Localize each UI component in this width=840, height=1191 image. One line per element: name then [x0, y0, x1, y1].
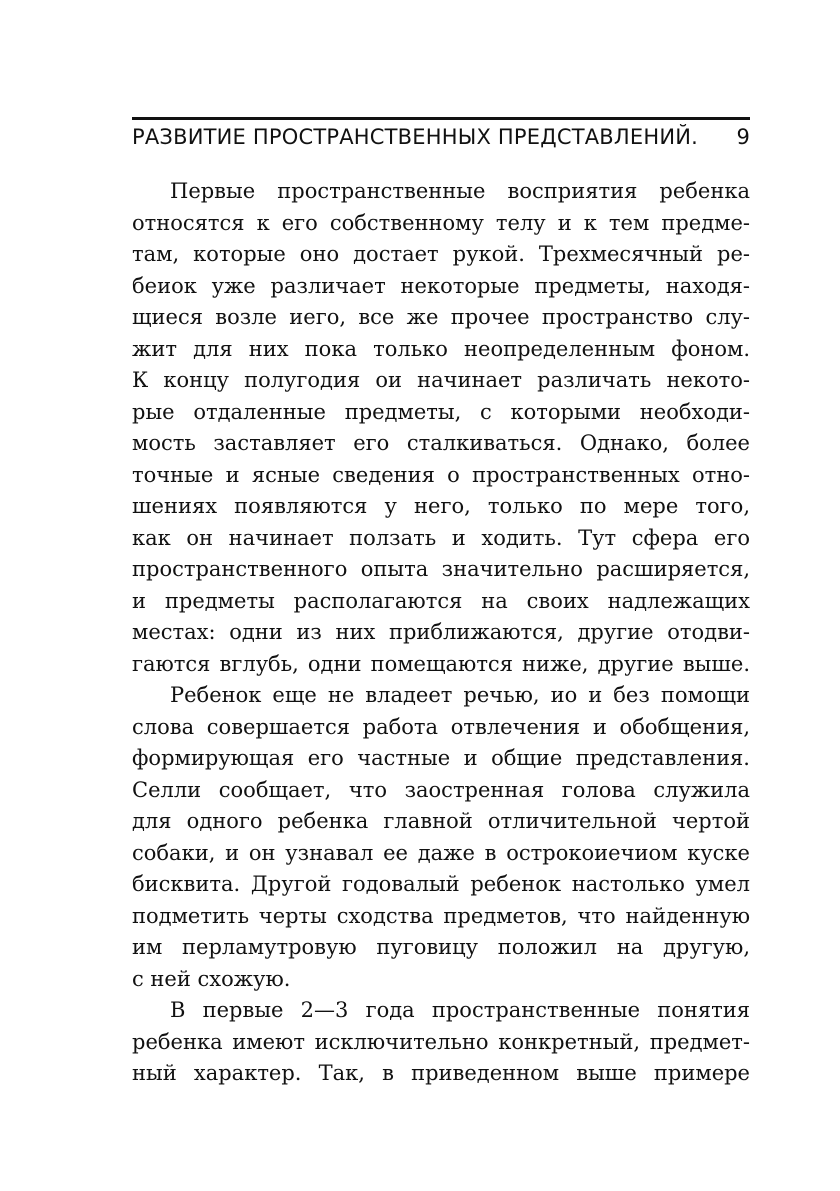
text-line: мость заставляет его сталкиваться. Однако, более — [132, 431, 750, 455]
text-line: пространственного опыта значительно расширяется, — [132, 557, 750, 581]
text-line: подметить черты сходства предметов, что найденную — [132, 903, 750, 928]
text-line: беиок уже различает некоторые предметы, находя- — [132, 273, 750, 298]
text-line: В первые 2—3 года пространственные понятия — [170, 998, 750, 1022]
paragraph-3 — [132, 995, 750, 1090]
text-line: гаются вглубь, одни помещаются ниже, другие выше. — [132, 651, 750, 676]
text-line: слова совершается работа отвлечения и обобщения, — [132, 714, 750, 739]
text-line: Первые пространственные восприятия ребенка — [170, 179, 750, 203]
page-header — [132, 121, 750, 153]
text-line: рые отдаленные предметы, с которыми необходи- — [132, 399, 750, 424]
text-line: Селли сообщает, что заостренная голова служила — [132, 777, 750, 802]
text-line: К концу полугодия ои начинает различать некото- — [132, 368, 750, 392]
text-line: бисквита. Другой годовалый ребенок настолько умел — [132, 872, 750, 896]
header-rule — [132, 117, 750, 120]
paragraph-1 — [132, 176, 750, 680]
text-line: щиеся возле иего, все же прочее пространство слу- — [132, 305, 750, 329]
text-line: для одного ребенка главной отличительной чертой — [132, 809, 750, 833]
text-line: ный характер. Так, в приведенном выше примере — [132, 1061, 750, 1085]
text-line: местах: одни из них приближаются, другие отодви- — [132, 620, 750, 644]
text-line: как он начинает ползать и ходить. Тут сфера его — [132, 525, 750, 550]
text-line: формирующая его частные и общие представления. — [132, 746, 750, 770]
page-body — [132, 176, 750, 1090]
text-line: там, которые оно достает рукой. Трехмесячный ре- — [132, 242, 750, 266]
text-line: с ней схожую. — [132, 966, 291, 991]
text-line: жит для них пока только неопределенным фоном. — [132, 336, 750, 361]
text-line: Ребенок еще не владеет речью, ио и без помощи — [170, 683, 750, 707]
text-line: собаки, и он узнавал ее даже в острокоиечиом куске — [132, 840, 750, 865]
page-number: 9 — [736, 125, 750, 149]
running-head: РАЗВИТИЕ ПРОСТРАНСТВЕННЫХ ПРЕДСТАВЛЕНИЙ. — [132, 125, 699, 149]
text-line: относятся к его собственному телу и к тем предме- — [132, 210, 750, 235]
text-line: шениях появляются у него, только по мере того, — [132, 494, 750, 518]
text-line: и предметы располагаются на своих надлежащих — [132, 588, 750, 613]
text-line: точные и ясные сведения о пространственных отно- — [132, 462, 750, 487]
paragraph-2 — [132, 680, 750, 995]
text-line: им перламутровую пуговицу положил на другую, — [132, 935, 750, 959]
text-line: ребенка имеют исключительно конкретный, предмет- — [132, 1029, 750, 1054]
